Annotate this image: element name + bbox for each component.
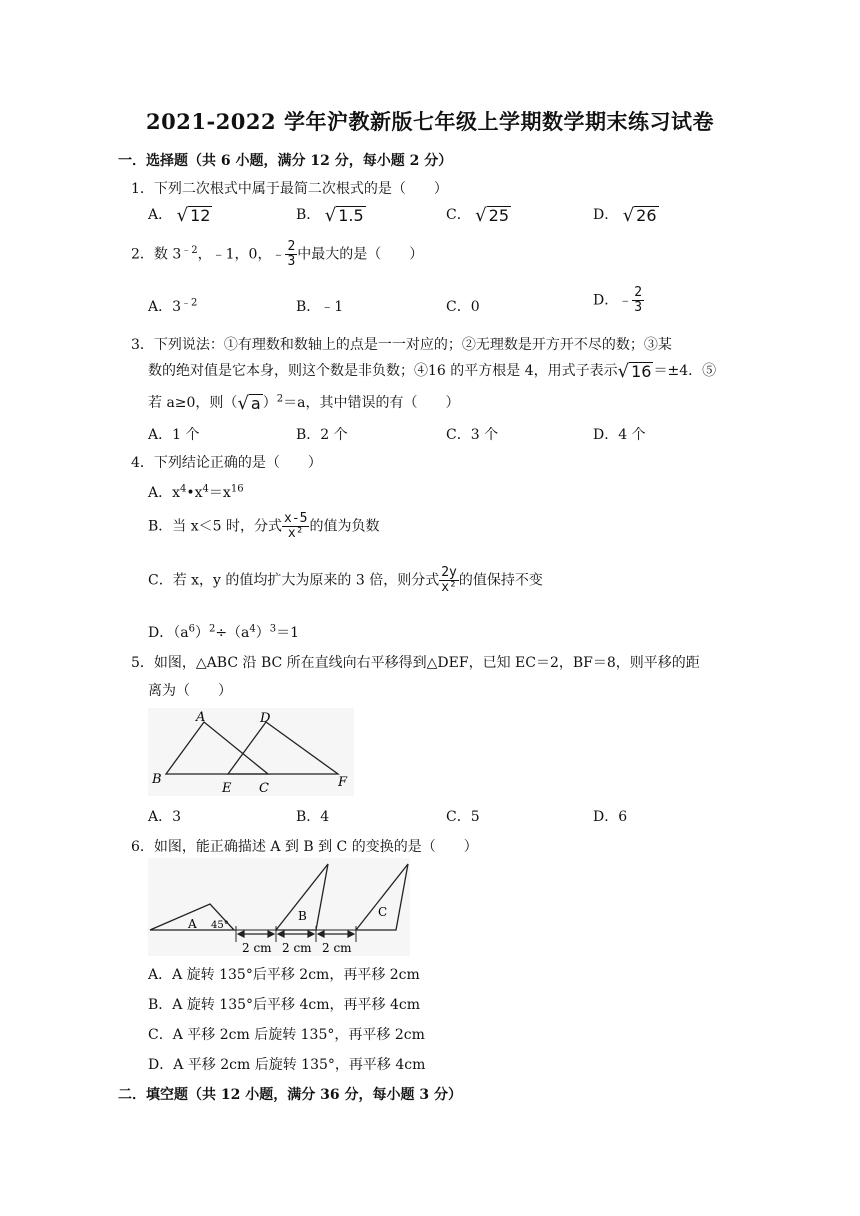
q4-option-b[interactable]: B．当 x＜5 时，分式 $\frac{x-5}{\text{x²}}$ 的值为负数: [148, 511, 380, 541]
figure-background: [148, 708, 354, 796]
q4-option-d[interactable]: D．$(a^6)^2\div(a^4)^3=1$: [148, 623, 300, 641]
question-5-line-1: 5．如图，△ABC 沿 BC 所在直线向右平移得到△DEF，已知 EC＝2，BF＝8，则平移的距: [131, 655, 700, 671]
translation-triangles-figure: [148, 708, 354, 796]
q5-option-b[interactable]: B．4: [296, 809, 330, 825]
q1-option-d[interactable]: [593, 204, 659, 225]
q5-option-a[interactable]: A．3: [148, 809, 182, 825]
sqrt-26: √ 26: [622, 204, 657, 226]
q3-option-d[interactable]: D．4 个: [593, 427, 646, 443]
distance-label-1: 2 cm: [242, 941, 272, 955]
figure-background: [148, 858, 410, 956]
q6-option-a[interactable]: A．A 旋转 135°后平移 2cm，再平移 2cm: [148, 967, 420, 983]
label-f: F: [338, 775, 348, 790]
page-title: 2021-2022 学年沪教新版七年级上学期数学期末练习试卷: [146, 109, 714, 134]
label-c: C: [378, 905, 388, 919]
distance-label-2: 2 cm: [282, 941, 312, 955]
q4-option-a[interactable]: A．$x^4•x^4=x^{16}$: [148, 483, 244, 501]
q2-option-a[interactable]: A．$3^{﹣2}$: [148, 297, 198, 315]
question-3-line-1: 3．下列说法：①有理数和数轴上的点是一一对应的；②无理数是开方开不尽的数；③某: [131, 337, 672, 353]
q6-option-b[interactable]: B．A 旋转 135°后平移 4cm，再平移 4cm: [148, 997, 420, 1013]
q3-option-b[interactable]: B．2 个: [296, 427, 348, 443]
question-4-stem: 4．下列结论正确的是（ ）: [131, 455, 322, 471]
q1-option-a[interactable]: [148, 204, 212, 225]
q1-option-b[interactable]: [296, 204, 366, 225]
fraction-2y-over-x2: $\frac{2y}{\text{x²}}$: [441, 565, 457, 595]
sqrt-12: √ 12: [176, 204, 211, 226]
q3-option-c[interactable]: C．3 个: [446, 427, 499, 443]
q3-option-a[interactable]: A．1 个: [148, 427, 200, 443]
label-a: A: [196, 710, 206, 725]
sqrt-16: √ 16: [617, 360, 652, 382]
label-a: A: [188, 917, 197, 931]
q5-option-d[interactable]: D．6: [593, 809, 628, 825]
transformation-figure: [148, 858, 410, 956]
q5-option-c[interactable]: C．5: [446, 809, 480, 825]
question-3-line-2: 数的绝对值是它本身，则这个数是非负数；④16 的平方根是 4，用式子表示 √ 16 ＝±4．⑤: [148, 360, 717, 382]
label-e: E: [222, 781, 232, 796]
question-5-line-2: 离为（ ）: [148, 683, 232, 699]
q1-option-c[interactable]: [446, 204, 511, 225]
q2-option-d[interactable]: D．﹣ $\frac{2}{3}$: [593, 285, 643, 315]
q6-option-c[interactable]: C．A 平移 2cm 后旋转 135°，再平移 2cm: [148, 1027, 425, 1043]
fraction-2-3: $\frac{2}{3}$: [287, 239, 296, 269]
question-2-stem: 2．数 $3^{﹣2}$，﹣1，0，﹣ $\frac{2}{3}$ 中最大的是（ ）: [131, 239, 424, 269]
option-label: C．: [446, 207, 471, 223]
label-c: C: [259, 781, 269, 796]
label-b: B: [152, 772, 162, 787]
question-6-stem: 6．如图，能正确描述 A 到 B 到 C 的变换的是（ ）: [131, 839, 478, 855]
fraction-2-3: $\frac{2}{3}$: [634, 285, 643, 315]
option-label: A．: [148, 207, 173, 223]
fraction-x-5-over-x2: $\frac{x-5}{\text{x²}}$: [284, 511, 308, 541]
q2-option-c[interactable]: C．0: [446, 299, 480, 315]
section-1-heading: 一．选择题（共 6 小题，满分 12 分，每小题 2 分）: [118, 153, 453, 169]
label-d: D: [260, 711, 271, 726]
label-angle: 45°: [211, 920, 229, 931]
label-b: B: [298, 909, 307, 923]
question-1-stem: 1．下列二次根式中属于最简二次根式的是（ ）: [131, 181, 448, 197]
sqrt-a: √ a: [237, 392, 261, 414]
q6-option-d[interactable]: D．A 平移 2cm 后旋转 135°，再平移 4cm: [148, 1057, 426, 1073]
q4-option-c[interactable]: C．若 x，y 的值均扩大为原来的 3 倍，则分式 $\frac{2y}{\text{x²}}$ 的值保持不变: [148, 565, 543, 595]
distance-label-3: 2 cm: [322, 941, 352, 955]
option-label: D．: [593, 207, 619, 223]
question-3-line-3: 若 a≥0，则（ √ a ）$^2$＝a，其中错误的有（ ）: [148, 392, 460, 414]
section-2-heading: 二．填空题（共 12 小题，满分 36 分，每小题 3 分）: [118, 1087, 462, 1103]
sqrt-1-5: √ 1.5: [324, 204, 364, 226]
sqrt-25: √ 25: [475, 204, 510, 226]
option-label: B．: [296, 207, 321, 223]
q2-option-b[interactable]: B．﹣1: [296, 299, 344, 315]
